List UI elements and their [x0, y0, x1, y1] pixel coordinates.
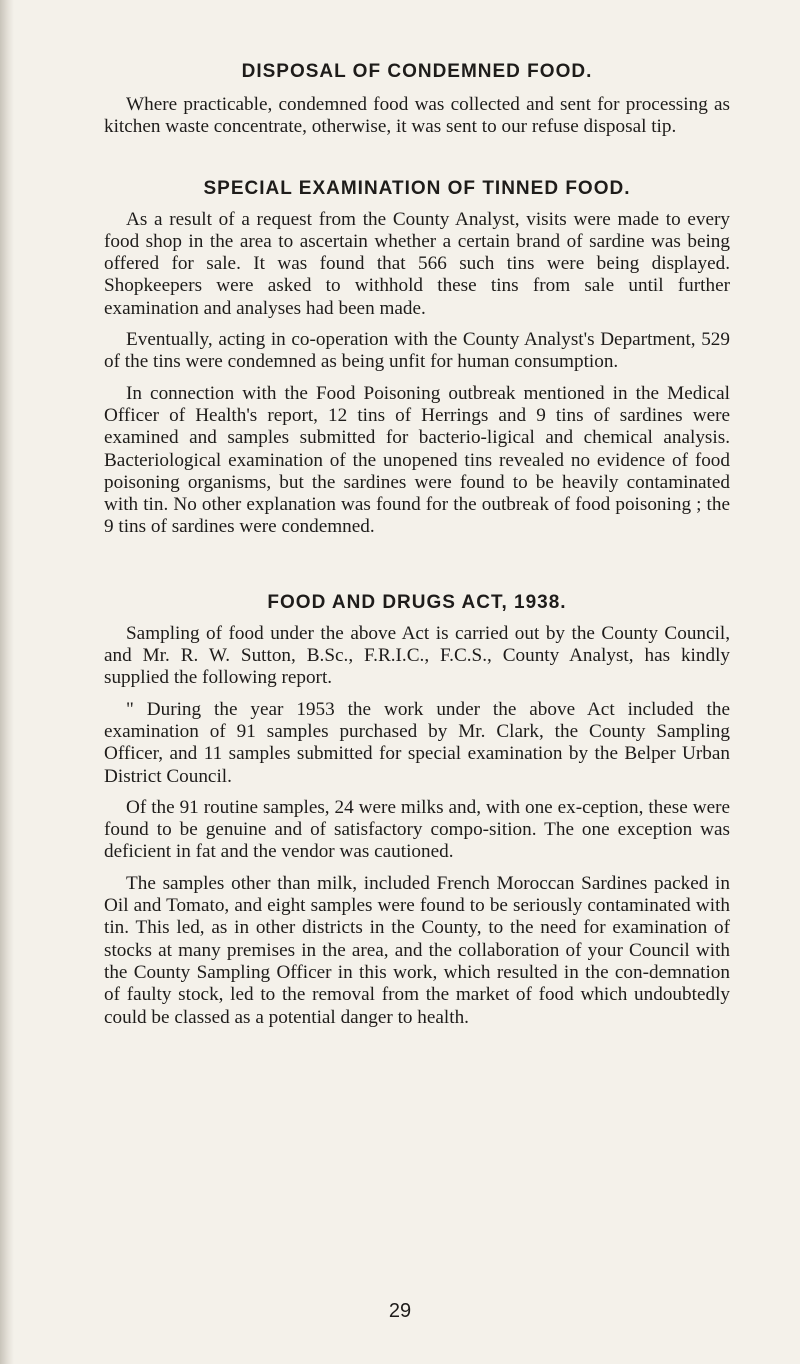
document-body [104, 58, 730, 1029]
section-disposal-condemned-food [104, 58, 730, 139]
section-tinned-food-examination [104, 175, 730, 539]
paragraph: Of the 91 routine samples, 24 were milks and, with one ex-ception, these were found to be genuine and of satisfactory compo-sition. The one exception was deficient in fat and the vendor was cautioned. [104, 796, 730, 863]
paragraph: As a result of a request from the County Analyst, visits were made to every food shop in the area to ascertain whether a certain brand of sardine was being offered for sale. It was found that 566 such tins were being displayed. Shopkeepers were asked to withhold these tins from sale until further examination and analyses had been made. [104, 208, 730, 319]
paragraph: Where practicable, condemned food was collected and sent for processing as kitchen waste concentrate, otherwise, it was sent to our refuse disposal tip. [104, 94, 730, 138]
page-edge-shadow [0, 0, 14, 1364]
paragraph: The samples other than milk, included French Moroccan Sardines packed in Oil and Tomato, and eight samples were found to be seriously contaminated with tin. This led, as in other districts in the County, to the need for examination of stocks at many premises in the area, and the collaboration of your Council with the County Sampling Officer in this work, which resulted in the con-demnation of faulty stock, led to the removal from the market of food which undoubtedly could be classed as a potential danger to health. [104, 872, 730, 1028]
paragraph: Eventually, acting in co-operation with the County Analyst's Department, 529 of the tins were condemned as being unfit for human consumption. [104, 329, 730, 373]
page-number: 29 [388, 1300, 412, 1322]
paragraph: " During the year 1953 the work under the above Act included the examination of 91 samples purchased by Mr. Clark, the County Sampling Officer, and 11 samples submitted for special examination by the Belper Urban District Council. [104, 698, 730, 787]
section-heading: SPECIAL EXAMINATION OF TINNED FOOD. [203, 177, 631, 199]
section-heading: DISPOSAL OF CONDEMNED FOOD. [241, 61, 593, 82]
paragraph: In connection with the Food Poisoning outbreak mentioned in the Medical Officer of Health's report, 12 tins of Herrings and 9 tins of sardines were examined and samples submitted for bacterio-ligical and chemical analysis. Bacteriological examination of the unopened tins revealed no evidence of food poisoning organisms, but the sardines were found to be heavily contaminated with tin. No other explanation was found for the outbreak of food poisoning ; the 9 tins of sardines were condemned. [104, 382, 730, 538]
section-heading: FOOD AND DRUGS ACT, 1938. [267, 591, 567, 613]
section-food-and-drugs-act [104, 589, 730, 1029]
paragraph: Sampling of food under the above Act is carried out by the County Council, and Mr. R. W. Sutton, B.Sc., F.R.I.C., F.C.S., County Analyst, has kindly supplied the following report. [104, 622, 730, 689]
